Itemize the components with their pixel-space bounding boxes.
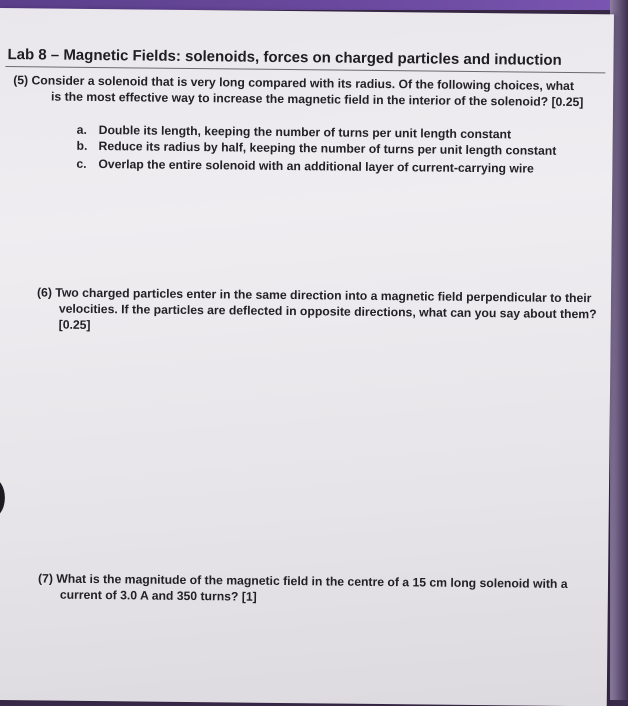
question-6-number: (6) [36, 285, 53, 300]
question-6-text-line2: velocities. If the particles are deflected in opposite directions, what can you say about them? [58, 301, 597, 322]
option-letter: c. [76, 156, 87, 171]
question-7-text-line2: current of 3.0 A and 350 turns? [1] [59, 587, 257, 604]
option-letter: a. [76, 122, 87, 137]
question-7-text-line1: What is the magnitude of the magnetic field in the centre of a 15 cm long solenoid with a [56, 571, 568, 591]
page-title: Lab 8 – Magnetic Fields: solenoids, forces on charged particles and induction [7, 46, 562, 69]
question-5-number: (5) [13, 73, 29, 88]
binder-hole [0, 478, 5, 518]
option-text: Overlap the entire solenoid with an additional layer of current-carrying wire [98, 157, 534, 176]
option-letter: b. [76, 138, 88, 153]
worksheet-page [0, 8, 614, 706]
option-text: Double its length, keeping the number of turns per unit length constant [98, 123, 512, 142]
question-5-option-b [76, 139, 556, 158]
question-5 [13, 72, 584, 110]
question-6-points: [0.25] [58, 317, 91, 332]
question-6-text-line1: Two charged particles enter in the same direction into a magnetic field perpendicular to their [55, 285, 592, 306]
question-7-number: (7) [37, 571, 54, 586]
option-text: Reduce its radius by half, keeping the number of turns per unit length constant [98, 139, 557, 158]
question-5-text-line1: Consider a solenoid that is very long compared with its radius. Of the following choices, what [31, 73, 575, 94]
question-7 [38, 570, 568, 608]
question-5-text-line2: is the most effective way to increase the magnetic field in the interior of the solenoid? [0.25] [51, 89, 584, 110]
question-6 [37, 284, 597, 338]
question-5-option-c [76, 157, 534, 176]
